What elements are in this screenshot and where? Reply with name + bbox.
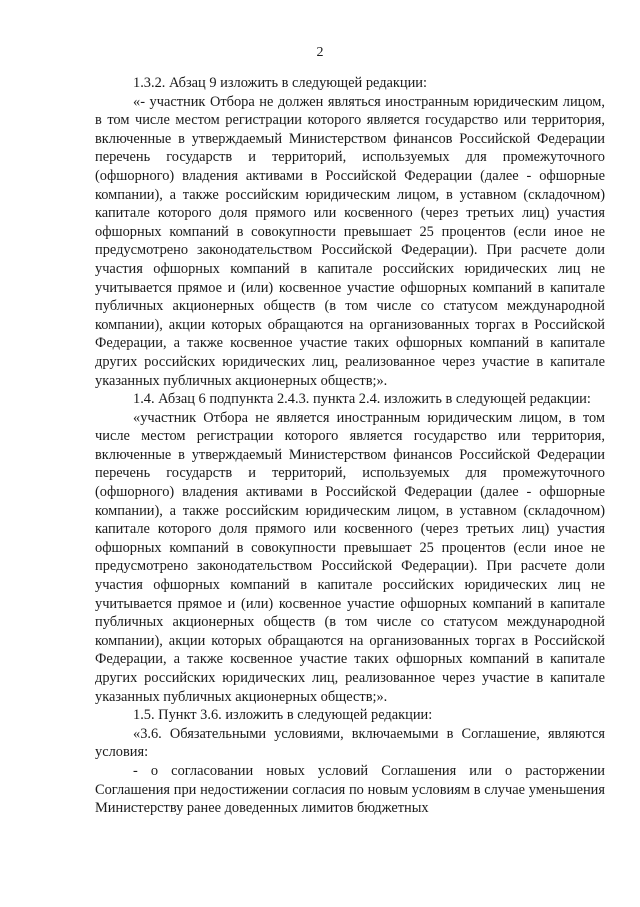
document-body [95, 74, 605, 818]
paragraph-1-3-2-heading: 1.3.2. Абзац 9 изложить в следующей редакции: [133, 75, 428, 91]
paragraph-1-5-heading: 1.5. Пункт 3.6. изложить в следующей редакции: [133, 707, 433, 724]
paragraph-1-4-heading: 1.4. Абзац 6 подпункта 2.4.3. пункта 2.4. изложить в следующей редакции: [133, 391, 591, 408]
page-number: 2 [316, 45, 324, 60]
paragraph-3-6-intro: «3.6. Обязательными условиями, включаемыми в Соглашение, являются условия: [95, 725, 605, 761]
paragraph-1-4-text: «участник Отбора не является иностранным юридическим лицом, в том числе местом регистрации которого является государство или территория, включенные в утверждаемый Министерством финансов Российской Федерации перечень государств и территорий, используемых для промежуточного (офшорного) владения активами в Российской Федерации (далее - офшорные компании), а также российским юридическим лицом, в уставном (складочном) капитале которого доля прямого или косвенного (через третьих лиц) участия офшорных компаний в совокупности превышает 25 процентов (если иное не предусмотрено законодательством Российской Федерации). При расчете доли участия офшорных компаний в капитале российских юридических лиц не учитывается прямое и (или) косвенное участие офшорных компаний в капитале публичных акционерных обществ (в том числе со статусом международной компании), акции которых обращаются на организованных торгах в Российской Федерации, а также косвенное участие таких офшорных компаний в капитале других российских юридических лиц, реализованное через участие в капитале указанных публичных акционерных обществ;». [95, 409, 605, 705]
paragraph-1-3-2-text: «- участник Отбора не должен являться иностранным юридическим лицом, в том числе местом регистрации которого является государство или территория, включенные в утверждаемый Министерством финансов Российской Федерации перечень государств и территорий, используемых для промежуточного (офшорного) владения активами в Российской Федерации (далее - офшорные компании), а также российским юридическим лицом, в уставном (складочном) капитале которого доля прямого или косвенного (через третьих лиц) участия офшорных компаний в совокупности превышает 25 процентов (если иное не предусмотрено законодательством Российской Федерации). При расчете доли участия офшорных компаний в капитале российских юридических лиц не учитывается прямое и (или) косвенное участие офшорных компаний в капитале публичных акционерных обществ (в том числе со статусом международной компании), акции которых обращаются на организованных торгах в Российской Федерации, а также косвенное участие таких офшорных компаний в капитале других российских юридических лиц, реализованное через участие в капитале указанных публичных акционерных обществ;». [95, 93, 605, 389]
paragraph-3-6-condition-1: - о согласовании новых условий Соглашения или о расторжении Соглашения при недостижении согласия по новым условиям в случае уменьшения Министерству ранее доведенных лимитов бюджетных [95, 762, 605, 817]
